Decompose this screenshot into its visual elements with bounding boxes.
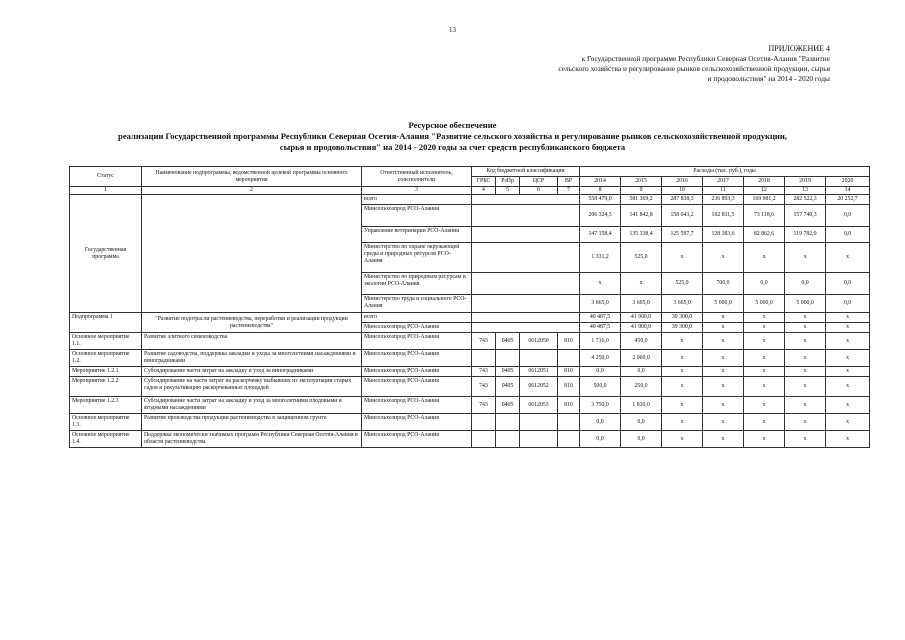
row-value: 5 000,0 [785,295,826,313]
table-row [70,431,870,448]
appendix-line: и продовольствия" на 2014 - 2020 годы [707,74,830,83]
row-value: x [744,397,785,414]
row-value: x [580,273,621,295]
row-value: 147 158,4 [580,227,621,243]
row-executor: Минсельхозпрод РСО-Алания [362,323,472,333]
column-number: 11 [703,187,744,195]
row-value: x [744,431,785,448]
row-executor: Министерство по природным ресурсам и экологии РСО-Алания [362,273,472,295]
row-value: x [662,377,703,397]
row-value: 4 250,0 [580,350,621,367]
column-number: 14 [826,187,870,195]
row-value: 82 862,6 [744,227,785,243]
row-value: 141 842,8 [621,205,662,227]
row-executor: всего [362,313,472,323]
row-name: Развитие садоводства, поддержка закладки и ухода за многолетними насаждениями и виноградниками [142,350,362,367]
row-value: 0,0 [744,273,785,295]
row-value: x [744,313,785,323]
row-value: x [744,350,785,367]
row-name: Субсидирование части затрат на закладку и уход за виноградниками [142,367,362,377]
row-code-csr: 0612052 [520,377,558,397]
row-value: x [785,377,826,397]
column-number: 4 [472,187,496,195]
row-value: 102 811,5 [703,205,744,227]
row-value: x [744,414,785,431]
row-code-grbs: 743 [472,397,496,414]
row-value: x [703,414,744,431]
table-row [70,377,870,397]
row-value: 500,0 [580,377,621,397]
row-value: x [826,431,870,448]
row-value: 40 487,5 [580,313,621,323]
row-value: 3 665,0 [621,295,662,313]
row-name: "Развитие подотрасли растениеводства, переработки и реализации продукции растениеводства" [142,313,362,333]
header-column-numbers [70,187,870,195]
title-line: сырья и продовольствия" на 2014 - 2020 годы за счет средств республиканского бюджета [279,142,626,152]
row-code-grbs: 743 [472,377,496,397]
row-value: x [826,243,870,273]
row-value: 0,0 [580,367,621,377]
row-value: 581 369,2 [621,195,662,205]
table-row [70,313,870,323]
row-executor: Минсельхозпрод РСО-Алания [362,414,472,431]
row-status: Подпрограмма 1 [70,313,142,333]
column-number: 10 [662,187,703,195]
row-value: 0,0 [621,431,662,448]
row-status: Мероприятие 1.2.1 [70,367,142,377]
row-value: 0,0 [580,414,621,431]
row-value: 0,0 [621,414,662,431]
row-code-csr [520,431,558,448]
row-value: x [703,397,744,414]
row-value: 0,0 [826,273,870,295]
header-code-group: Код бюджетной классификации [472,167,580,177]
row-executor: Минсельхозпрод РСО-Алания [362,397,472,414]
column-number: 7 [558,187,580,195]
row-executor: Минсельхозпрод РСО-Алания [362,333,472,350]
row-value: 158 043,2 [662,205,703,227]
row-code-vr [558,350,580,367]
row-value: x [826,323,870,333]
row-value: x [662,414,703,431]
row-value: x [703,323,744,333]
header-year: 2015 [621,177,662,187]
row-value: x [662,333,703,350]
row-value: x [662,367,703,377]
row-value: 0,0 [826,227,870,243]
document-title [40,120,865,153]
row-value: x [703,243,744,273]
row-value: x [703,431,744,448]
row-value: 206 324,5 [580,205,621,227]
row-value: 39 300,0 [662,323,703,333]
row-code-vr [558,414,580,431]
row-value: 2 060,0 [621,350,662,367]
row-executor: всего [362,195,472,205]
row-value: 250,0 [621,377,662,397]
row-codes [472,195,580,205]
row-code-csr [520,350,558,367]
appendix-line: к Государственной программе Республики Северная Осетия-Алания "Развитие [581,54,830,63]
row-value: 1 331,2 [580,243,621,273]
appendix-block [440,44,830,84]
row-value: 5 000,0 [703,295,744,313]
row-value: x [785,431,826,448]
table-row [70,397,870,414]
row-status: Основное мероприятие 1.3. [70,414,142,431]
row-code-vr: 810 [558,367,580,377]
header-year: 2018 [744,177,785,187]
row-code-vr [558,431,580,448]
row-value: x [744,333,785,350]
row-value: 119 782,0 [785,227,826,243]
row-value: x [826,377,870,397]
row-code-rzpr [496,350,520,367]
row-codes [472,323,580,333]
row-executor: Министерство по охране окружающей среды и природных ресурсов РСО-Алания [362,243,472,273]
header-year: 2014 [580,177,621,187]
row-code-grbs [472,350,496,367]
header-year: 2020 [826,177,870,187]
row-value: x [826,367,870,377]
row-status: Мероприятие 1.2.3 [70,397,142,414]
row-value: 169 981,2 [744,195,785,205]
row-code-csr: 0612050 [520,333,558,350]
row-executor: Минсельхозпрод РСО-Алания [362,431,472,448]
table-row [70,414,870,431]
row-value: x [826,397,870,414]
row-value: 282 522,3 [785,195,826,205]
row-value: 3 665,0 [662,295,703,313]
table-body [70,195,870,448]
resource-table [69,166,870,448]
row-value: x [785,397,826,414]
row-value: 525,0 [621,243,662,273]
header-expenses-group: Расходы (тыс. руб.), годы [580,167,870,177]
page-number: 13 [449,26,456,34]
row-value: x [826,333,870,350]
row-code-vr: 810 [558,377,580,397]
row-status: Основное мероприятие 1.1. [70,333,142,350]
row-value: 20 252,7 [826,195,870,205]
row-executor: Минсельхозпрод РСО-Алания [362,350,472,367]
appendix-line: сельского хозяйства и регулирование рынков сельскохозяйственной продукции, сырья [558,64,830,73]
row-name: Развитие производства продукции растениеводства в защищенном грунте [142,414,362,431]
row-value: x [662,431,703,448]
title-line: реализации Государственной программы Республики Северная Осетия-Алания "Развитие сельского хозяйства и регулирование рынков сельскохозяйственной продукции, [118,131,787,141]
row-value: 3 665,0 [580,295,621,313]
row-value: 0,0 [826,295,870,313]
row-value: 0,0 [621,367,662,377]
row-value: x [662,397,703,414]
row-value: 450,0 [621,333,662,350]
column-number: 1 [70,187,142,195]
header-executor: Ответственный исполнитель, соисполнители [362,167,472,187]
row-code-vr: 810 [558,397,580,414]
row-value: 3 750,0 [580,397,621,414]
row-code-grbs [472,414,496,431]
row-code-rzpr: 0405 [496,367,520,377]
row-code-rzpr: 0405 [496,377,520,397]
column-number: 8 [580,187,621,195]
row-value: 39 300,0 [662,313,703,323]
row-value: 0,0 [580,431,621,448]
row-status: Мероприятие 1.2.2 [70,377,142,397]
row-value: 525,0 [662,273,703,295]
row-value: x [785,313,826,323]
row-code-rzpr [496,414,520,431]
header-code-col: ВР [558,177,580,187]
row-value: x [785,323,826,333]
appendix-heading: ПРИЛОЖЕНИЕ 4 [768,44,830,53]
row-value: x [744,243,785,273]
row-value: x [826,313,870,323]
row-value: x [744,377,785,397]
table-row [70,333,870,350]
row-codes [472,227,580,243]
row-value: x [703,367,744,377]
row-codes [472,243,580,273]
row-value: x [744,367,785,377]
row-code-grbs [472,431,496,448]
row-code-csr [520,414,558,431]
row-value: x [662,243,703,273]
row-name: Субсидирование на части затрат на раскорчевку выбывших из эксплуатации старых садов и рекультивацию раскорчеванных площадей [142,377,362,397]
row-value: x [826,350,870,367]
row-code-csr: 0612051 [520,367,558,377]
row-name: Субсидирование части затрат на закладку и уход за многолетними плодовыми и ягодными насаждениями [142,397,362,414]
row-value: x [703,313,744,323]
row-name: Поддержка экономически значимых программ Республики Северная Осетия-Алания в области растениеводства [142,431,362,448]
header-code-col: ЦСР [520,177,558,187]
row-status: Основное мероприятие 1.2. [70,350,142,367]
row-code-csr: 0612053 [520,397,558,414]
row-code-vr: 810 [558,333,580,350]
row-value: x [785,333,826,350]
header-status: Статус [70,167,142,187]
row-name: Развитие элитного семеноводства [142,333,362,350]
row-value: x [744,323,785,333]
row-value: 0,0 [785,273,826,295]
column-number: 9 [621,187,662,195]
row-value: 700,0 [703,273,744,295]
row-code-rzpr: 0405 [496,333,520,350]
header-code-col: ГРБС [472,177,496,187]
table-row [70,195,870,205]
column-number: 6 [520,187,558,195]
column-number: 3 [362,187,472,195]
row-value: 0,0 [826,205,870,227]
row-value: 73 118,6 [744,205,785,227]
row-codes [472,295,580,313]
column-number: 2 [142,187,362,195]
row-code-grbs: 743 [472,333,496,350]
row-value: 125 597,7 [662,227,703,243]
row-value: 157 740,3 [785,205,826,227]
row-value: 41 900,0 [621,323,662,333]
header-code-col: РзПр [496,177,520,187]
row-executor: Минсельхозпрод РСО-Алания [362,367,472,377]
header-year: 2016 [662,177,703,187]
row-value: 1 810,0 [621,397,662,414]
row-value: x [703,377,744,397]
row-value: x [621,273,662,295]
row-value: x [703,333,744,350]
row-executor: Минсельхозпрод РСО-Алания [362,205,472,227]
row-value: 1 716,0 [580,333,621,350]
row-value: x [785,414,826,431]
table-row [70,367,870,377]
header-year: 2019 [785,177,826,187]
row-code-rzpr [496,431,520,448]
row-name [142,195,362,313]
row-code-rzpr: 0405 [496,397,520,414]
row-value: 41 900,0 [621,313,662,323]
column-number: 12 [744,187,785,195]
header-year: 2017 [703,177,744,187]
row-value: 5 000,0 [744,295,785,313]
row-value: 287 838,3 [662,195,703,205]
row-value: x [785,243,826,273]
table-row [70,350,870,367]
row-value: 236 893,3 [703,195,744,205]
row-status: Государственная программа [70,195,142,313]
row-executor: Управление ветеринарии РСО-Алания [362,227,472,243]
row-value: 135 338,4 [621,227,662,243]
header-name: Наименование подпрограммы, ведомственной целевой программы основного мероприятия [142,167,362,187]
row-value: 40 487,5 [580,323,621,333]
title-line: Ресурсное обеспечение [408,120,497,130]
row-value: x [785,350,826,367]
row-codes [472,273,580,295]
row-value: 558 479,0 [580,195,621,205]
row-status: Основное мероприятие 1.4. [70,431,142,448]
row-codes [472,313,580,323]
column-number: 5 [496,187,520,195]
row-value: x [662,350,703,367]
row-value: x [703,350,744,367]
row-value: x [785,367,826,377]
row-value: x [826,414,870,431]
row-value: 128 383,6 [703,227,744,243]
column-number: 13 [785,187,826,195]
row-executor: Министерство труда и социального РСО-Алания [362,295,472,313]
row-code-grbs: 743 [472,367,496,377]
row-codes [472,205,580,227]
row-executor: Минсельхозпрод РСО-Алания [362,377,472,397]
